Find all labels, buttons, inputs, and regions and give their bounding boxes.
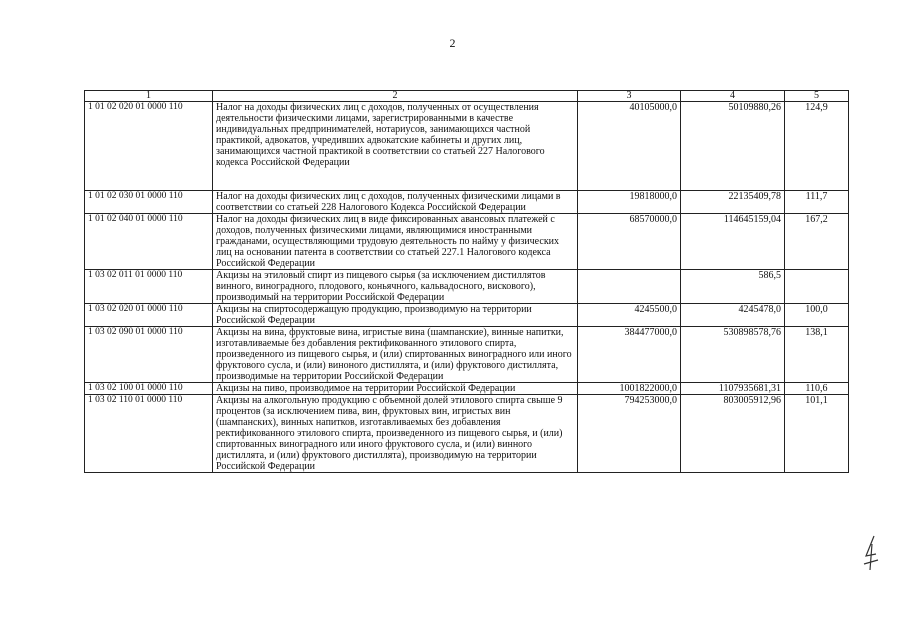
row-name: Налог на доходы физических лиц в виде фиксированных авансовых платежей с доходов, полученных физическими лицами, являющимися иностранными гражданами, осуществляющими трудовую деятельность по найму у физических лиц на основании патента в соответствии со статьей 227.1 Налогового кодекса Российской Федерации [213,214,578,270]
row-code: 1 01 02 020 01 0000 110 [85,102,213,191]
row-code: 1 03 02 020 01 0000 110 [85,304,213,327]
row-plan: 384477000,0 [578,327,681,383]
row-percent: 100,0 [785,304,849,327]
row-percent [785,270,849,304]
table-row [85,383,849,395]
row-code: 1 01 02 040 01 0000 110 [85,214,213,270]
row-percent: 124,9 [785,102,849,191]
row-actual: 586,5 [681,270,785,304]
table-row [85,214,849,270]
row-percent: 101,1 [785,395,849,473]
row-actual: 1107935681,31 [681,383,785,395]
row-name: Акцизы на вина, фруктовые вина, игристые вина (шампанские), винные напитки, изготавливаемые без добавления ректификованного этилового спирта, произведенного из пищевого сырья, и (или) спиртованных виноградного или иного фруктового сусла, и (или) виноного дистиллята, и (или) фруктового дистиллята, производимые на территории Российской Федерации [213,327,578,383]
row-actual: 4245478,0 [681,304,785,327]
page-number: 2 [449,36,456,50]
row-actual: 803005912,96 [681,395,785,473]
header-col-5: 5 [785,91,849,102]
table-row [85,102,849,191]
header-col-3: 3 [578,91,681,102]
row-name: Акцизы на пиво, производимое на территории Российской Федерации [213,383,578,395]
table-row [85,395,849,473]
row-percent: 110,6 [785,383,849,395]
row-code: 1 03 02 090 01 0000 110 [85,327,213,383]
row-plan [578,270,681,304]
row-code: 1 03 02 100 01 0000 110 [85,383,213,395]
row-percent: 167,2 [785,214,849,270]
row-code: 1 01 02 030 01 0000 110 [85,191,213,214]
row-plan: 19818000,0 [578,191,681,214]
row-name: Налог на доходы физических лиц с доходов, полученных от осуществления деятельности физическими лицами, зарегистрированными в качестве индивидуальных предпринимателей, нотариусов, занимающихся частной практикой, адвокатов, учредивших адвокатские кабинеты и других лиц, занимающихся частной практикой в соответствии со статьей 227 Налогового кодекса Российской Федерации [213,102,578,191]
row-code: 1 03 02 110 01 0000 110 [85,395,213,473]
table-row [85,270,849,304]
header-col-4: 4 [681,91,785,102]
row-actual: 114645159,04 [681,214,785,270]
revenue-table [84,90,849,473]
row-name: Акцизы на алкогольную продукцию с объемной долей этилового спирта свыше 9 процентов (за исключением пива, вин, фруктовых вин, игристых вин (шампанских), винных напитков, изготавливаемых без добавления ректификованного этилового спирта, произведенного из пищевого сырья, и (или) спиртованных виноградного или иного фруктового сусла, и (или) винного дистиллята, и (или) фруктового дистиллята), производимую на территории Российской Федерации [213,395,578,473]
handwritten-initials-mark [860,534,882,574]
table-row [85,304,849,327]
table-row [85,191,849,214]
row-actual: 530898578,76 [681,327,785,383]
table-header-row [85,91,849,102]
row-plan: 794253000,0 [578,395,681,473]
header-col-2: 2 [213,91,578,102]
row-plan: 4245500,0 [578,304,681,327]
row-plan: 68570000,0 [578,214,681,270]
header-col-1: 1 [85,91,213,102]
row-plan: 40105000,0 [578,102,681,191]
row-name: Налог на доходы физических лиц с доходов, полученных физическими лицами в соответствии со статьей 228 Налогового Кодекса Российской Федерации [213,191,578,214]
row-plan: 1001822000,0 [578,383,681,395]
row-actual: 50109880,26 [681,102,785,191]
row-name: Акцизы на спиртосодержащую продукцию, производимую на территории Российской Федерации [213,304,578,327]
row-percent: 138,1 [785,327,849,383]
row-code: 1 03 02 011 01 0000 110 [85,270,213,304]
table-row [85,327,849,383]
row-percent: 111,7 [785,191,849,214]
row-name: Акцизы на этиловый спирт из пищевого сырья (за исключением дистиллятов винного, виноградного, плодового, коньячного, кальвадосного, вискового), производимый на территории Российской Федерации [213,270,578,304]
row-actual: 22135409,78 [681,191,785,214]
